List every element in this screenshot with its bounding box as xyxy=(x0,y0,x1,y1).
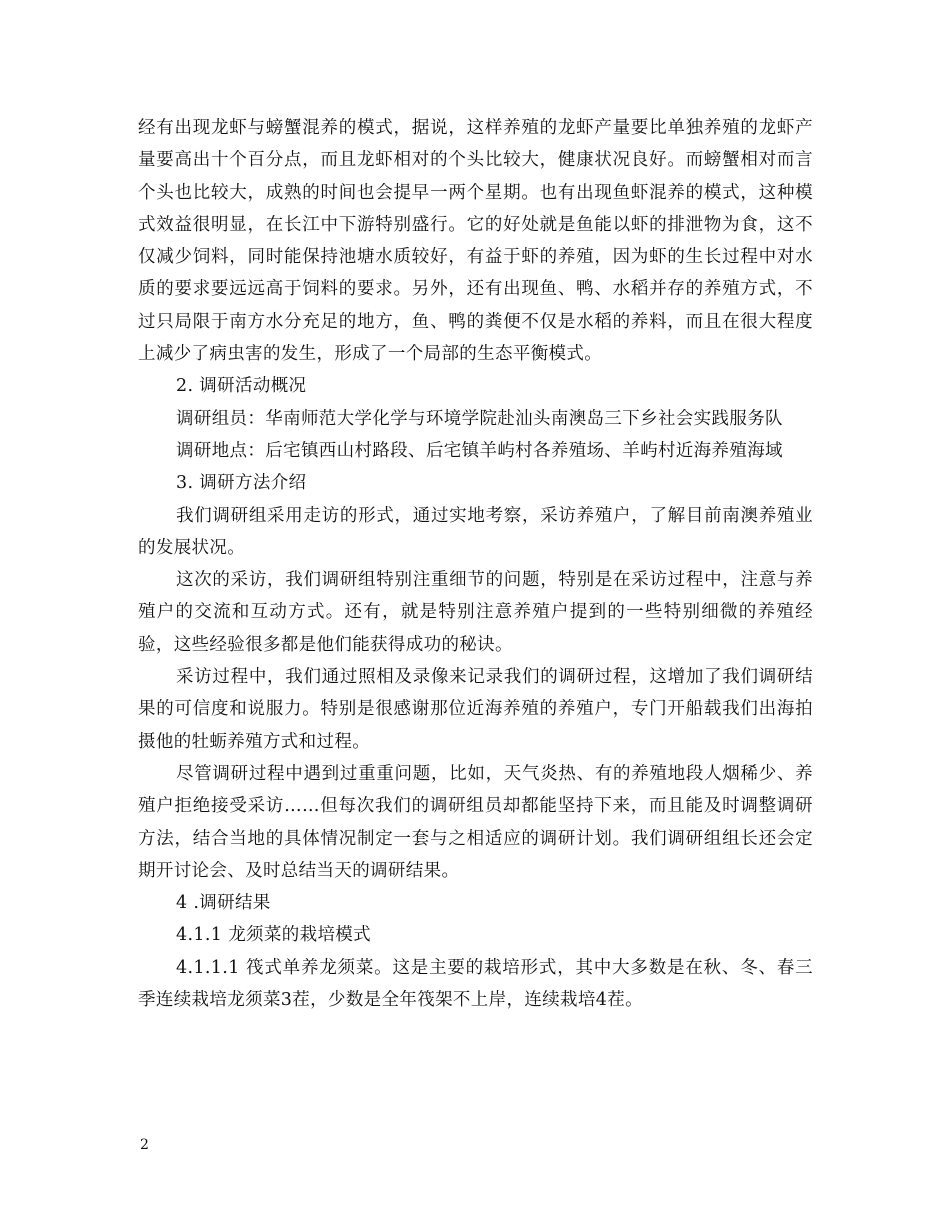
paragraph-raft-monoculture: 4.1.1.1 筏式单养龙须菜。这是主要的栽培形式，其中大多数是在秋、冬、春三季连续栽培龙须菜3茬，少数是全年筏架不上岸，连续栽培4茬。 xyxy=(138,957,813,1011)
subsection-heading-seaweed-mode: 4.1.1 龙须菜的栽培模式 xyxy=(176,925,371,946)
section-heading-survey-overview: 2. 调研活动概况 xyxy=(176,376,307,397)
paragraph-continued-text: 经有出现龙虾与螃蟹混养的模式，据说，这样养殖的龙虾产量要比单独养殖的龙虾产量要高出十个百分点，而且龙虾相对的个头比较大，健康状况良好。而螃蟹相对而言个头也比较大，成熟的时间也会提早一两个星期。也有出现鱼虾混养的模式，这种模式效益很明显，在长江中下游特别盛行。它的好处就是鱼能以虾的排泄物为食，这不仅减少饲料，同时能保持池塘水质较好，有益于虾的养殖，因为虾的生长过程中对水质的要求要远远高于饲料的要求。另外，还有出现鱼、鸭、水稻并存的养殖方式，不过只局限于南方水分充足的地方，鱼、鸭的粪便不仅是水稻的养料，而且在很大程度上减少了病虫害的发生，形成了一个局部的生态平衡模式。 xyxy=(138,118,813,365)
paragraph-method-details: 这次的采访，我们调研组特别注重细节的问题，特别是在采访过程中，注意与养殖户的交流和互动方式。还有，就是特别注意养殖户提到的一些特别细微的养殖经验，这些经验很多都是他们能获得成功的秘诀。 xyxy=(138,570,813,655)
paragraph-method-visit: 我们调研组采用走访的形式，通过实地考察，采访养殖户，了解目前南澳养殖业的发展状况。 xyxy=(138,505,813,558)
paragraph-method-recording: 采访过程中，我们通过照相及录像来记录我们的调研过程，这增加了我们调研结果的可信度和说服力。特别是很感谢那位近海养殖的养殖户，专门开船载我们出海拍摄他的牡蛎养殖方式和过程。 xyxy=(138,667,813,752)
paragraph-survey-members: 调研组员：华南师范大学化学与环境学院赴汕头南澳岛三下乡社会实践服务队 xyxy=(176,408,783,429)
body-text xyxy=(138,112,813,1016)
paragraph-survey-location: 调研地点：后宅镇西山村路段、后宅镇羊屿村各养殖场、羊屿村近海养殖海域 xyxy=(176,440,783,461)
paragraph-method-difficulties: 尽管调研过程中遇到过重重问题，比如，天气炎热、有的养殖地段人烟稀少、养殖户拒绝接受采访……但每次我们的调研组员却都能坚持下来，而且能及时调整调研方法，结合当地的具体情况制定一套与之相适应的调研计划。我们调研组组长还会定期开讨论会、及时总结当天的调研结果。 xyxy=(138,763,813,881)
section-heading-survey-method: 3. 调研方法介绍 xyxy=(176,473,307,494)
section-heading-survey-results: 4 .调研结果 xyxy=(176,893,271,914)
page-number: 2 xyxy=(140,1137,149,1153)
